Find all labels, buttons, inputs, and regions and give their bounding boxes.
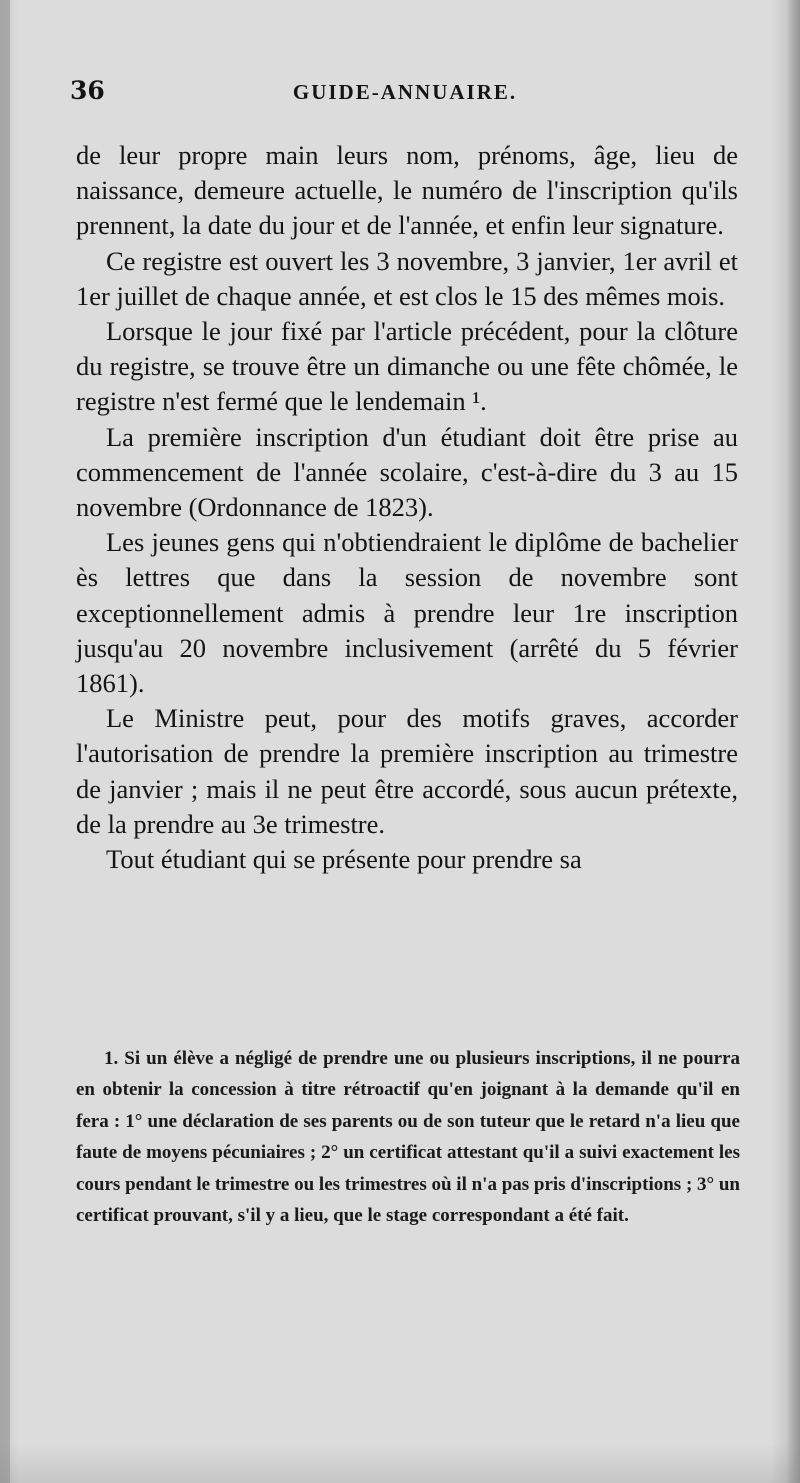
paragraph-continuation: de leur propre main leurs nom, prénoms, âge, lieu de naissance, demeure actuelle, le numéro de l'inscription qu'ils prennent, la date du jour et de l'année, et enfin leur signature.: [76, 140, 738, 241]
running-title: GUIDE-ANNUAIRE.: [292, 80, 518, 104]
page-edge-shadow: [786, 0, 800, 1483]
footnotes: [76, 1043, 740, 1231]
paragraph: Tout étudiant qui se présente pour prendre sa: [106, 844, 582, 875]
paragraph: La première inscription d'un étudiant doit être prise au commencement de l'année scolaire, c'est-à-dire du 3 au 15 novembre (Ordonnance de 1823).: [76, 421, 738, 523]
paragraph: Le Ministre peut, pour des motifs graves, accorder l'autorisation de prendre la première inscription au trimestre de janvier ; mais il ne peut être accordé, sous aucun prétexte, de la prendre au 3e trimestre.: [76, 703, 738, 839]
page-gutter-shadow: [0, 0, 10, 1483]
paragraph: Lorsque le jour fixé par l'article précédent, pour la clôture du registre, se trouve être un dimanche ou une fête chômée, le registre n'est fermé que le lendemain ¹.: [76, 316, 738, 417]
page-number: 36: [70, 76, 105, 105]
paragraph: Ce registre est ouvert les 3 novembre, 3 janvier, 1er avril et 1er juillet de chaque année, et est clos le 15 des mêmes mois.: [76, 245, 738, 311]
body-text: [76, 138, 738, 877]
footnote-1: 1. Si un élève a négligé de prendre une ou plusieurs inscriptions, il ne pourra en obtenir la concession à titre rétroactif qu'en joignant à la demande qu'il en fera : 1° une déclaration de ses parents ou de son tuteur que le retard n'a lieu que faute de moyens pécuniaires ; 2° un certificat attestant qu'il a suivi exactement les cours pendant le trimestre ou les trimestres où il n'a pas pris d'inscriptions ; 3° un certificat prouvant, s'il y a lieu, que le stage correspondant a été fait.: [76, 1048, 740, 1227]
paragraph: Les jeunes gens qui n'obtiendraient le diplôme de bachelier ès lettres que dans la session de novembre sont exceptionnellement admis à prendre leur 1re inscription jusqu'au 20 novembre inclusivement (arrêté du 5 février 1861).: [76, 527, 738, 699]
page-header: [70, 76, 740, 112]
